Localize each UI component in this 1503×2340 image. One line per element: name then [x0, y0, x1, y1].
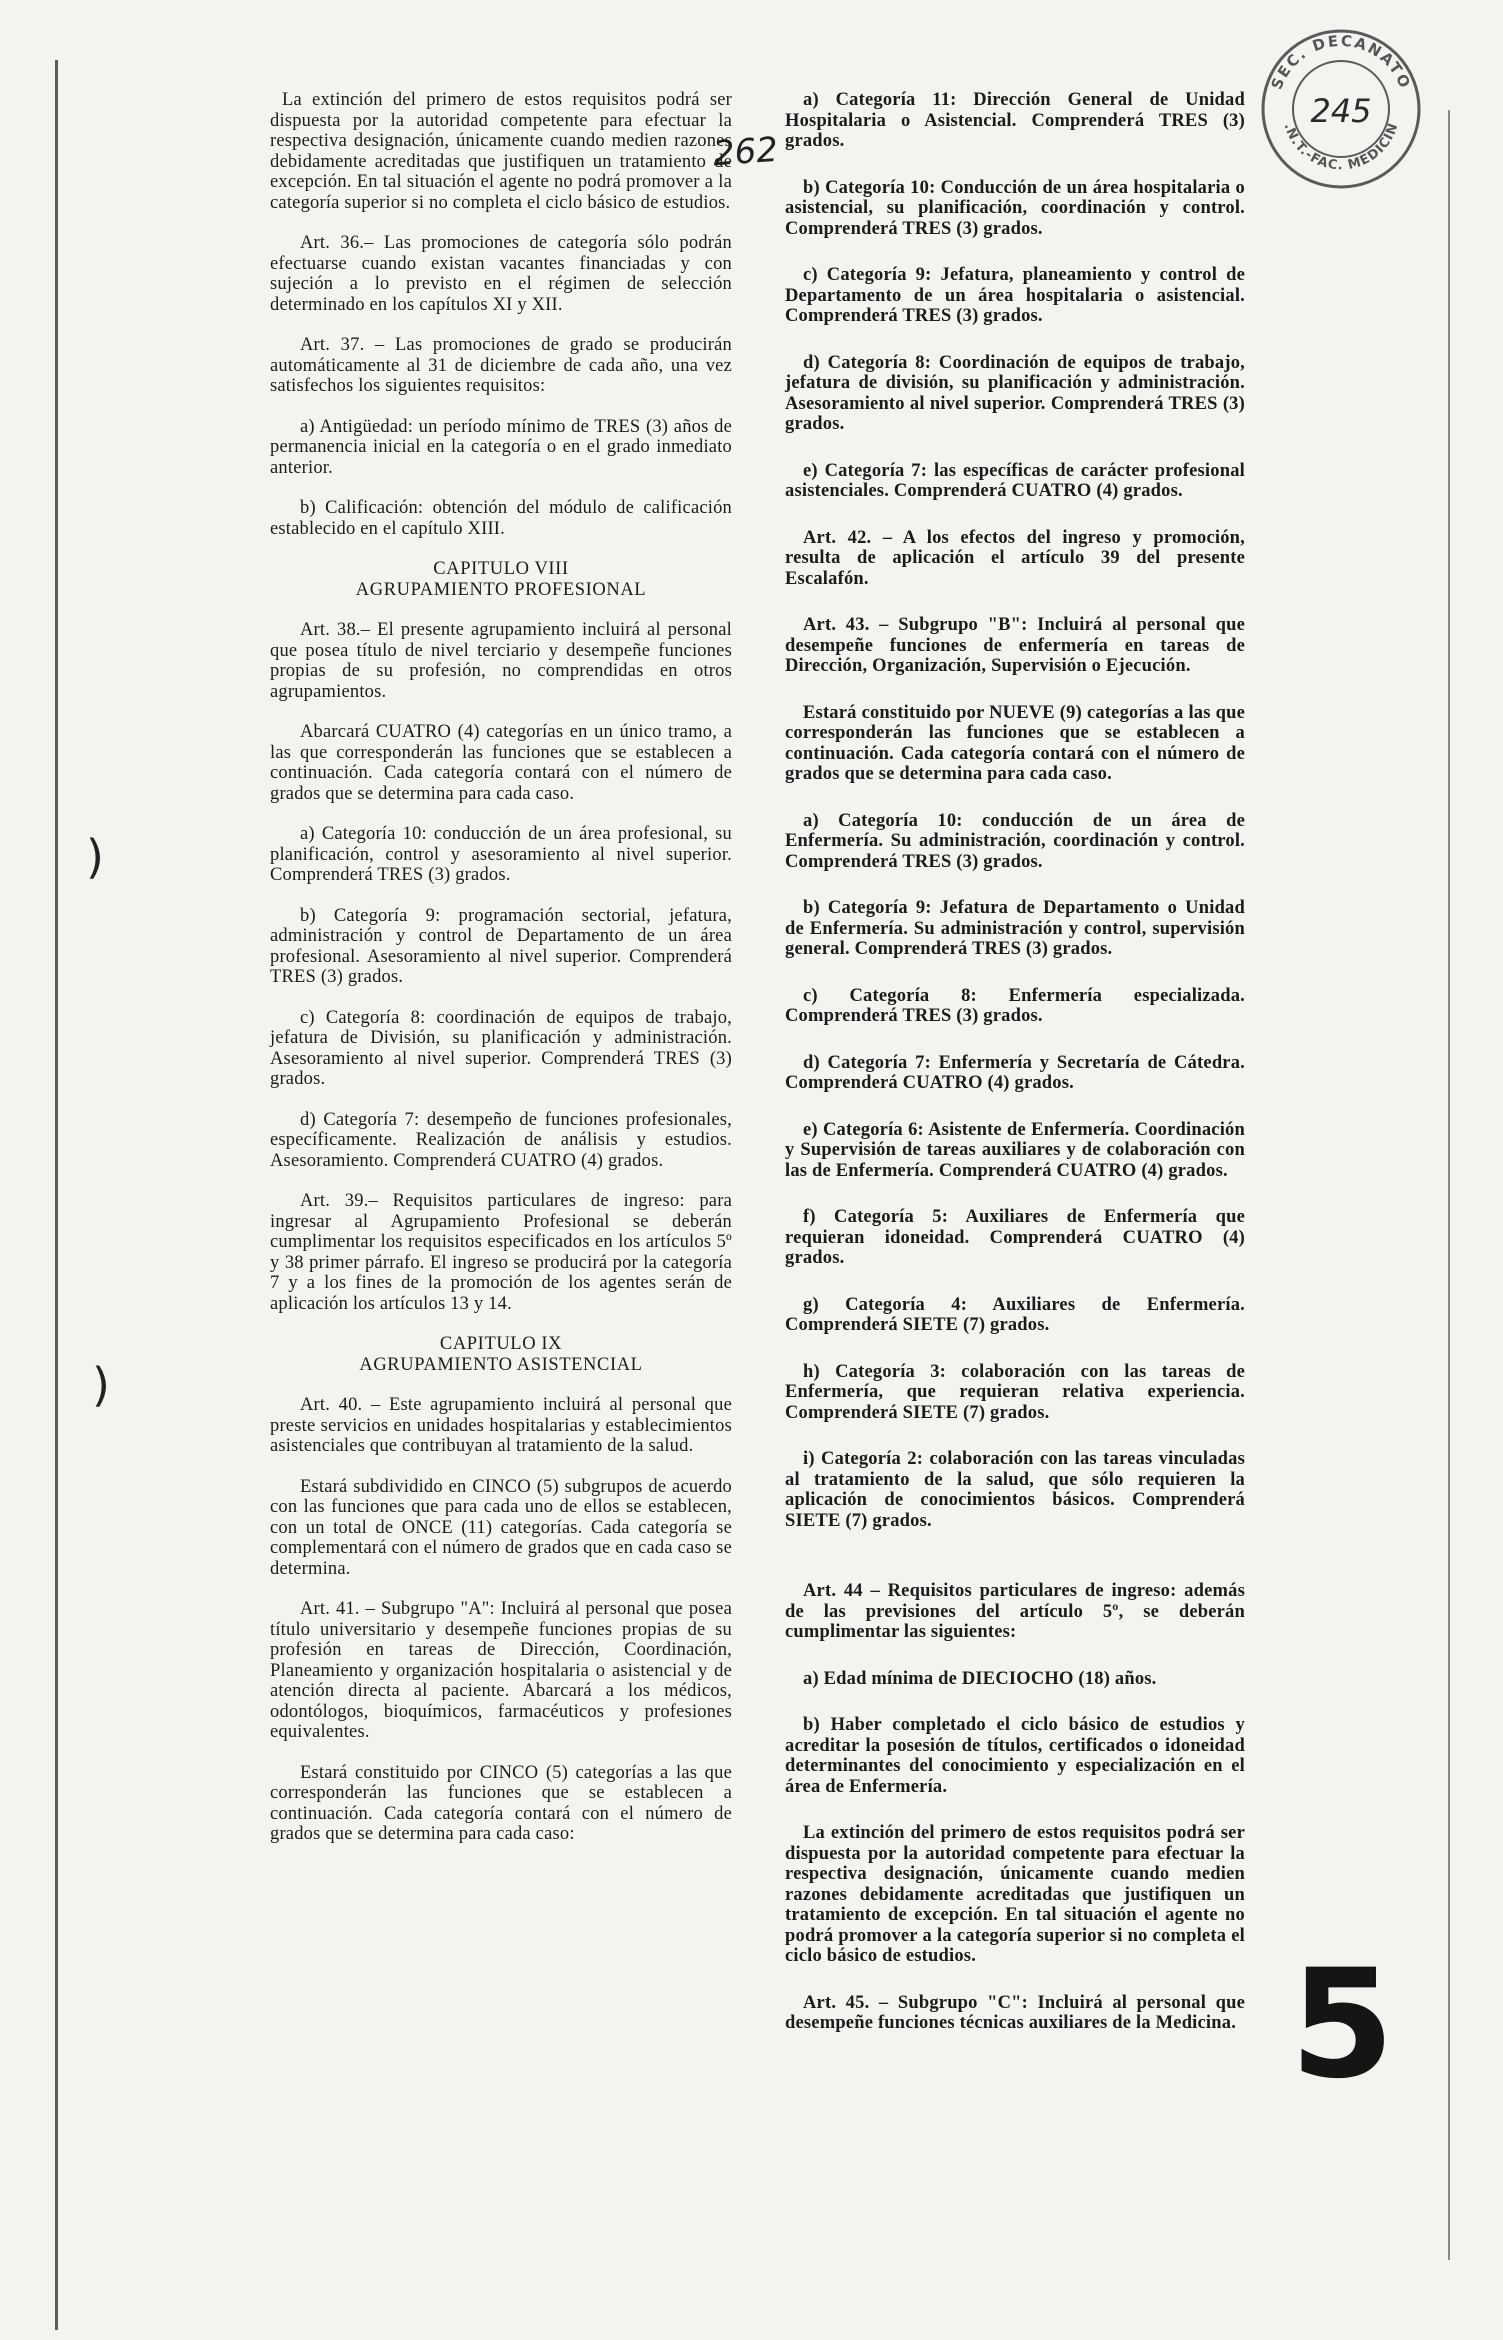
article-38-item-b: b) Categoría 9: programación sectorial, jefatura, administración y control de Departamento de un área profesional. Asesoramiento al nivel superior. Comprenderá TRES (3) grados. [270, 905, 732, 987]
list-item: a) Categoría 11: Dirección General de Unidad Hospitalaria o Asistencial. Comprenderá TRES (3) grados. [785, 90, 1245, 151]
article-38-item-d: d) Categoría 7: desempeño de funciones profesionales, específicamente. Realización de análisis y estudios. Asesoramiento. Comprenderá CUATRO (4) grados. [270, 1109, 732, 1171]
stamp-seal [1258, 26, 1424, 192]
chapter-subtitle: AGRUPAMIENTO ASISTENCIAL [359, 1354, 643, 1375]
article-38-item-a: a) Categoría 10: conducción de un área profesional, su planificación, control y asesoramiento al nivel superior. Comprenderá TRES (3) grados. [270, 824, 732, 885]
list-item: c) Categoría 8: Enfermería especializada. Comprenderá TRES (3) grados. [785, 985, 1245, 1026]
article-43: Art. 43. – Subgrupo "B": Incluirá al personal que desempeñe funciones de enfermería en tareas de Dirección, Organización, Supervisión o Ejecución. [785, 615, 1245, 676]
chapter-title: CAPITULO IX [439, 1334, 563, 1354]
chapter-heading [270, 559, 732, 600]
list-item: b) Haber completado el ciclo básico de estudios y acreditar la posesión de títulos, certificados o idoneidad determinantes del conocimiento y especialización en el área de Enfermería. [785, 1715, 1245, 1797]
chapter-title: CAPITULO VIII [433, 559, 569, 579]
article-38-item-c: c) Categoría 8: coordinación de equipos de trabajo, jefatura de División, su planificación y administración. Asesoramiento al nivel superior. Comprenderá TRES (3) grados. [270, 1007, 732, 1089]
article-40: Art. 40. – Este agrupamiento incluirá al personal que preste servicios en unidades hospitalarias y establecimientos asistenciales que contribuyan al tratamiento de la salud. [270, 1395, 732, 1456]
paragraph: La extinción del primero de estos requisitos podrá ser dispuesta por la autoridad competente para efectuar la respectiva designación, únicamente cuando medien razones debidamente acreditadas que justifiquen un tratamiento de excepción. En tal situación el agente no podrá promover a la categoría superior si no completa el ciclo básico de estudios. [270, 90, 732, 213]
article-39: Art. 39.– Requisitos particulares de ingreso: para ingresar al Agrupamiento Profesional se deberán cumplimentar los requisitos especificados en los artículos 5º y 38 primer párrafo. El ingreso se producirá por la categoría 7 y a los fines de la promoción de los agentes serán de aplicación los artículos 13 y 14. [270, 1191, 732, 1314]
list-item: a) Categoría 10: conducción de un área de Enfermería. Su administración, coordinación y control. Comprenderá TRES (3) grados. [785, 810, 1245, 872]
list-item: d) Categoría 8: Coordinación de equipos de trabajo, jefatura de división, su planificación y administración. Asesoramiento al nivel superior. Comprenderá TRES (3) grados. [785, 352, 1245, 434]
page-number: 5 [1290, 1938, 1395, 2112]
right-margin-line [1448, 110, 1450, 2260]
list-item: c) Categoría 9: Jefatura, planeamiento y control de Departamento de un área hospitalaria o asistencial. Comprenderá TRES (3) grados. [785, 265, 1245, 326]
list-item: g) Categoría 4: Auxiliares de Enfermería. Comprenderá SIETE (7) grados. [785, 1294, 1245, 1335]
list-item: h) Categoría 3: colaboración con las tareas de Enfermería, que requieran relativa experiencia. Comprenderá SIETE (7) grados. [785, 1361, 1245, 1423]
list-item: b) Categoría 9: Jefatura de Departamento o Unidad de Enfermería. Su administración y control, supervisión general. Comprenderá TRES (3) grados. [785, 898, 1245, 959]
list-item: f) Categoría 5: Auxiliares de Enfermería que requieran idoneidad. Comprenderá CUATRO (4) grados. [785, 1207, 1245, 1268]
paragraph: Abarcará CUATRO (4) categorías en un único tramo, a las que corresponderán las funciones que se establecen a continuación. Cada categoría contará con el número de grados que se determina para cada caso. [270, 722, 732, 804]
paragraph: Estará constituido por NUEVE (9) categorías a las que corresponderán las funciones que se establecen a continuación. Cada categoría contará con el número de grados que se determina para cada caso. [785, 702, 1245, 784]
article-37-item-b: b) Calificación: obtención del módulo de calificación establecido en el capítulo XIII. [270, 498, 732, 539]
handwritten-folio-note: 262 [711, 129, 780, 175]
paragraph: Estará subdividido en CINCO (5) subgrupos de acuerdo con las funciones que para cada uno de ellos se establecen, con un total de ONCE (11) categorías. Cada categoría se complementará con el número de grados que en cada caso se determina. [270, 1476, 732, 1579]
stamp-inner-text: .N.T.-FAC. MEDICIN [1280, 120, 1402, 174]
paragraph: Estará constituido por CINCO (5) categorías a las que corresponderán las funciones que se establecen a continuación. Cada categoría contará con el número de grados que se determina para cada caso: [270, 1762, 732, 1844]
list-item: d) Categoría 7: Enfermería y Secretaría de Cátedra. Comprenderá CUATRO (4) grados. [785, 1052, 1245, 1093]
left-margin-line [55, 60, 58, 2330]
article-45: Art. 45. – Subgrupo "C": Incluirá al personal que desempeñe funciones técnicas auxiliares de la Medicina. [785, 1992, 1245, 2033]
article-37: Art. 37. – Las promociones de grado se producirán automáticamente al 31 de diciembre de cada año, una vez satisfechos los siguientes requisitos: [270, 335, 732, 396]
stamp-outer-text: SEC. DECANATO [1267, 31, 1415, 93]
list-item: e) Categoría 6: Asistente de Enfermería. Coordinación y Supervisión de tareas auxiliares y de colaboración con las de Enfermería. Comprenderá CUATRO (4) grados. [785, 1119, 1245, 1181]
paragraph: La extinción del primero de estos requisitos podrá ser dispuesta por la autoridad competente para efectuar la respectiva designación, únicamente cuando medien razones debidamente acreditadas que justifiquen un tratamiento de excepción. En tal situación el agente no podrá promover a la categoría superior si no completa el ciclo básico de estudios. [785, 1823, 1245, 1966]
list-item: a) Edad mínima de DIECIOCHO (18) años. [803, 1668, 1157, 1689]
list-item: e) Categoría 7: las específicas de carácter profesional asistenciales. Comprenderá CUATRO (4) grados. [785, 460, 1245, 501]
stamp-number: 245 [1310, 92, 1372, 130]
article-37-item-a: a) Antigüedad: un período mínimo de TRES (3) años de permanencia inicial en la categoría o en el grado inmediato anterior. [270, 416, 732, 478]
list-item: i) Categoría 2: colaboración con las tareas vinculadas al tratamiento de la salud, que sólo requieren la aplicación de conocimientos básicos. Comprenderá SIETE (7) grados. [785, 1449, 1245, 1531]
article-38: Art. 38.– El presente agrupamiento incluirá al personal que posea título de nivel terciario y desempeñe funciones propias de su profesión, no comprendidas en otros agrupamientos. [270, 620, 732, 702]
chapter-heading [270, 1334, 732, 1375]
margin-bracket-mark: ) [92, 1358, 110, 1412]
margin-bracket-mark: ) [86, 830, 104, 884]
chapter-subtitle: AGRUPAMIENTO PROFESIONAL [355, 579, 647, 600]
article-36: Art. 36.– Las promociones de categoría sólo podrán efectuarse cuando existan vacantes financiadas y con sujeción a lo previsto en el régimen de selección determinado en los capítulos XI y XII. [270, 233, 732, 315]
article-42: Art. 42. – A los efectos del ingreso y promoción, resulta de aplicación el artículo 39 del presente Escalafón. [785, 527, 1245, 589]
article-41: Art. 41. – Subgrupo "A": Incluirá al personal que posea título universitario y desempeñe funciones propias de su profesión en tareas de Dirección, Coordinación, Planeamiento y organización hospitalaria o asistencial y de atención directa al paciente. Abarcará a los médicos, odontólogos, bioquímicos, farmacéuticos y profesiones equivalentes. [270, 1599, 732, 1742]
right-text-column [785, 90, 1245, 2060]
left-text-column [270, 90, 732, 1865]
article-44: Art. 44 – Requisitos particulares de ingreso: además de las previsiones del artículo 5º, se deberán cumplimentar las siguientes: [785, 1581, 1245, 1642]
list-item: b) Categoría 10: Conducción de un área hospitalaria o asistencial, su planificación, coordinación y control. Comprenderá TRES (3) grados. [785, 177, 1245, 239]
faculty-stamp [1258, 26, 1424, 192]
